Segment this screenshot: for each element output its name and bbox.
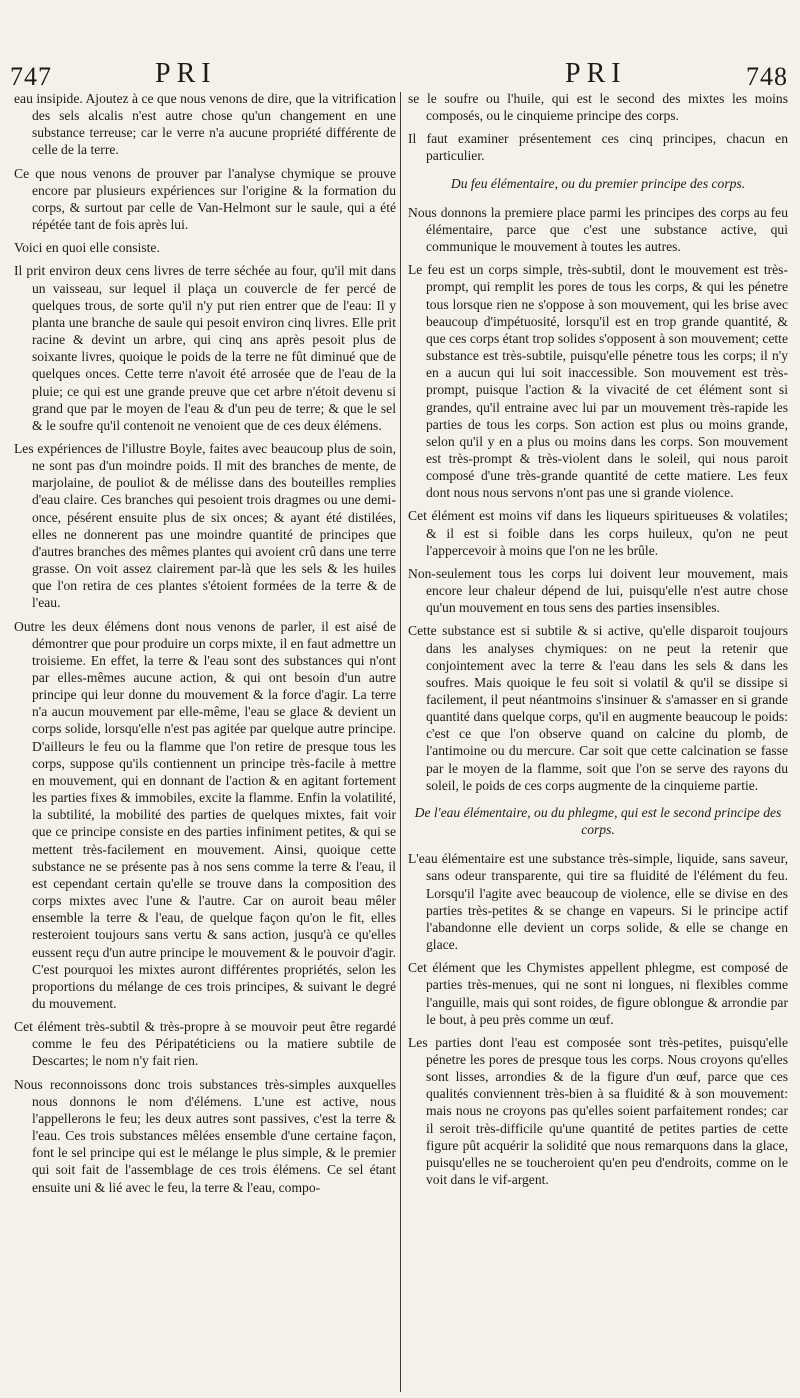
paragraph: Ce que nous venons de prouver par l'analyse chymique se prouve encore par plusieurs expériences sur l'origine & la formation du corps, & surtout par celle de Van-Helmont sur le saule, qui a été répétée tant de fois après lui.: [14, 165, 396, 233]
paragraph: Cet élément très-subtil & très-propre à se mouvoir peut être regardé comme le feu des Péripatéticiens ou la matiere subtile de Descartes; le nom n'y fait rien.: [14, 1019, 396, 1069]
right-page-number: 748: [746, 62, 788, 91]
right-running-head: PRI: [565, 58, 627, 89]
left-page-number: 747: [10, 62, 52, 91]
paragraph: Les expériences de l'illustre Boyle, faites avec beaucoup plus de soin, ne sont pas d'un moindre poids. Il mit des branches de mente, de marjolaine, de pouliot & de mélisse dans des bouteilles remplies d'eau claire. Ces branches qui pesoient trois dragmes ou une demi-once, pésérent ensuite plus de six onces; & ayant été distilées, elles ne donnerent pas une moindre quantité de principes que d'autres branches des mêmes plantes qui avoient crû dans une terre grasse. On voit assez clairement par-là que les sels & les huiles que l'on retira de ces plantes s'étoient formées de la terre & de l'eau.: [14, 440, 396, 611]
left-running-head: PRI: [155, 58, 217, 89]
paragraph: Nous donnons la premiere place parmi les principes des corps au feu élémentaire, parce que c'est une substance active, qui communique le mouvement à toutes les autres.: [408, 204, 788, 255]
paragraph: Voici en quoi elle consiste.: [14, 240, 160, 256]
right-column: [408, 90, 788, 1194]
paragraph: Cette substance est si subtile & si active, qu'elle disparoit toujours dans les analyses chymiques: on ne peut la retenir que conjointement avec la terre & l'eau dans les sels & dans les soufres. Mais quoique le feu soit si volatil & qu'il se dissipe si facilement, il peut néantmoins s'insinuer & s'amasser en si grande quantité dans quelque corps, qu'il en augmente beaucoup le poids: c'est ce que l'on observe quand on calcine du plomb, de l'antimoine ou du mercure. Car soit que cette calcination se fasse par le moyen de la flamme, soit que l'on se serve des rayons du soleil, le poids de ces corps augmente de la cinquieme partie.: [408, 623, 788, 793]
paragraph: Cet élément que les Chymistes appellent phlegme, est composé de parties très-menues, qui ne sont ni longues, ni flexibles comme l'anguille, mais qui sont roides, de figure oblongue & arrondie par le bout, à peu près comme un œuf.: [408, 960, 788, 1027]
paragraph: se le soufre ou l'huile, qui est le second des mixtes les moins composés, ou le cinquieme principe des corps.: [408, 91, 788, 124]
paragraph: Les parties dont l'eau est composée sont très-petites, puisqu'elle pénetre les pores de presque tous les corps. Nous croyons qu'elles sont lisses, arrondies & de la figure d'un œuf, parce que ces qualités conviennent très-bien à sa fluidité & à son mouvement: mais nous ne croyons pas qu'elles soient parfaitement rondes; car il seroit très-difficile qu'une quantité de petites parties de cette figure pût acquérir la solidité que nous remarquons dans la glace, puisqu'elles ne se toucheroient qu'en peu d'endroits, comme on le voit dans le vif-argent.: [408, 1034, 788, 1188]
column-divider: [400, 92, 401, 1392]
paragraph: Il faut examiner présentement ces cinq principes, chacun en particulier.: [408, 131, 788, 164]
left-column: [14, 90, 396, 1202]
paragraph: Non-seulement tous les corps lui doivent leur mouvement, mais encore leur chaleur dépend de lui, puisqu'elle n'est autre chose qu'un mouvement en tous sens des parties insensibles.: [408, 565, 788, 616]
paragraph: Il prit environ deux cens livres de terre séchée au four, qu'il mit dans un vaisseau, sur lequel il plaça un couvercle de fer percé de quelques trous, de sorte qu'il n'y put rien entrer que de l'eau: Il y planta une branche de saule qui pesoit environ cinq livres. Elle prit racine & devint un arbre, qui cinq ans après pesoit plus de soixante livres, quoique le poids de la terre ne fût diminué que de quelques onces. Cette terre n'avoit été arrosée que de l'eau de la pluie; ce qui est une grande preuve que cet arbre n'étoit devenu si grand que par le moyen de l'eau & d'un peu de terre; & que le sel & le soufre qu'il contenoit ne venoient que de ces deux élémens.: [14, 263, 396, 433]
section-heading: De l'eau élémentaire, ou du phlegme, qui est le second principe des corps.: [414, 804, 782, 838]
paragraph: Cet élément est moins vif dans les liqueurs spiritueuses & volatiles; & il est si foible dans les corps huileux, qu'on ne peut l'appercevoir à moins que l'on ne les brûle.: [408, 508, 788, 558]
paragraph: eau insipide. Ajoutez à ce que nous venons de dire, que la vitrification des sels alcalis n'est autre chose qu'un changement en une substance terreuse; car le verre n'a aucune propriété différente de celle de la terre.: [14, 91, 396, 158]
paragraph: Nous reconnoissons donc trois substances très-simples auxquelles nous donnons le nom d'élémens. L'une est active, nous l'appellerons le feu; les deux autres sont passives, c'est la terre & l'eau. Ces trois substances mêlées ensemble d'une certaine façon, font le sel principe qui est le mélange le plus simple, & le premier qui soit fait de l'assemblage de ces trois élémens. Ce sel étant ensuite uni & lié avec le feu, la terre & l'eau, compo-: [14, 1076, 396, 1195]
paragraph: Le feu est un corps simple, très-subtil, dont le mouvement est très-prompt, qui remplit les pores de tous les corps, & qui les pénetre tous lorsque rien ne s'oppose à son mouvement, qui les brise avec beaucoup d'impétuosité, lorsqu'il est en trop grande quantité, & que ces corps étant trop solides s'opposent à son mouvement; cette substance est très-subtile, puisqu'elle pénetre tous les corps; il n'y en a aucun qui lui soit inaccessible. Son mouvement est très-prompt, puisque l'action & la vivacité de cet élément sont si grandes, qu'il entraine avec lui par un mouvement très-rapide les parties de tous les corps. Son action est plus ou moins grande, selon qu'il y en a plus ou moins dans les corps. Son mouvement est très-prompt & très-violent dans le soleil, qui nous paroit composé d'une très-grande quantité de cette matiere. Les feux dont nous nous servons n'ont pas une si grande violence.: [408, 262, 788, 501]
paragraph: L'eau élémentaire est une substance très-simple, liquide, sans saveur, sans odeur transparente, qui tire sa fluidité de l'élément du feu. Lorsqu'il l'agite avec beaucoup de violence, elle se divise en des parties très-petites & se change en vapeurs. Si le principe actif l'abandonne elle devient un corps solide, & elle se change en glace.: [408, 851, 788, 953]
paragraph: Outre les deux élémens dont nous venons de parler, il est aisé de démontrer que pour produire un corps mixte, il en faut admettre un troisieme. En effet, la terre & l'eau sont des substances qui n'ont par elles-mêmes aucune action, & qui ont besoin d'un autre principe qui leur donne du mouvement & la force d'agir. La terre n'a aucun mouvement par elle-même, l'eau se glace & devient un corps solide, lorsqu'elle n'est pas agitée par quelque autre principe. D'ailleurs le feu ou la flamme que l'on retire de presque tous les corps, suppose qu'ils contiennent un principe très-facile à mettre en mouvement, qui en donnant de l'action & en agitant fortement les parties fixes & immobiles, excite la flamme. Enfin la volatilité, la subtilité, la mobilité des parties de quelques mixtes, fait voir que ce principe consiste en des parties infiniment petites, & qui se mettent très-facilement en mouvement. Ainsi, quoique cette substance ne se présente pas à nos sens comme la terre & l'eau, il est cependant certain qu'elle se trouve dans la composition des corps mixtes avec l'une & l'autre. Car on auroit beau mêler ensemble la terre & l'eau, de quelque façon qu'on le fit, elles resteroient toujours sans vertu & sans action, jusqu'à ce qu'elles eussent reçu d'un autre principe le mouvement & le pouvoir d'agir. C'est pourquoi les mixtes auront différentes propriétés, selon les proportions du mélange de ces trois principes, & suivant le degré du mouvement.: [14, 618, 396, 1011]
section-heading: Du feu élémentaire, ou du premier principe des corps.: [450, 175, 746, 191]
